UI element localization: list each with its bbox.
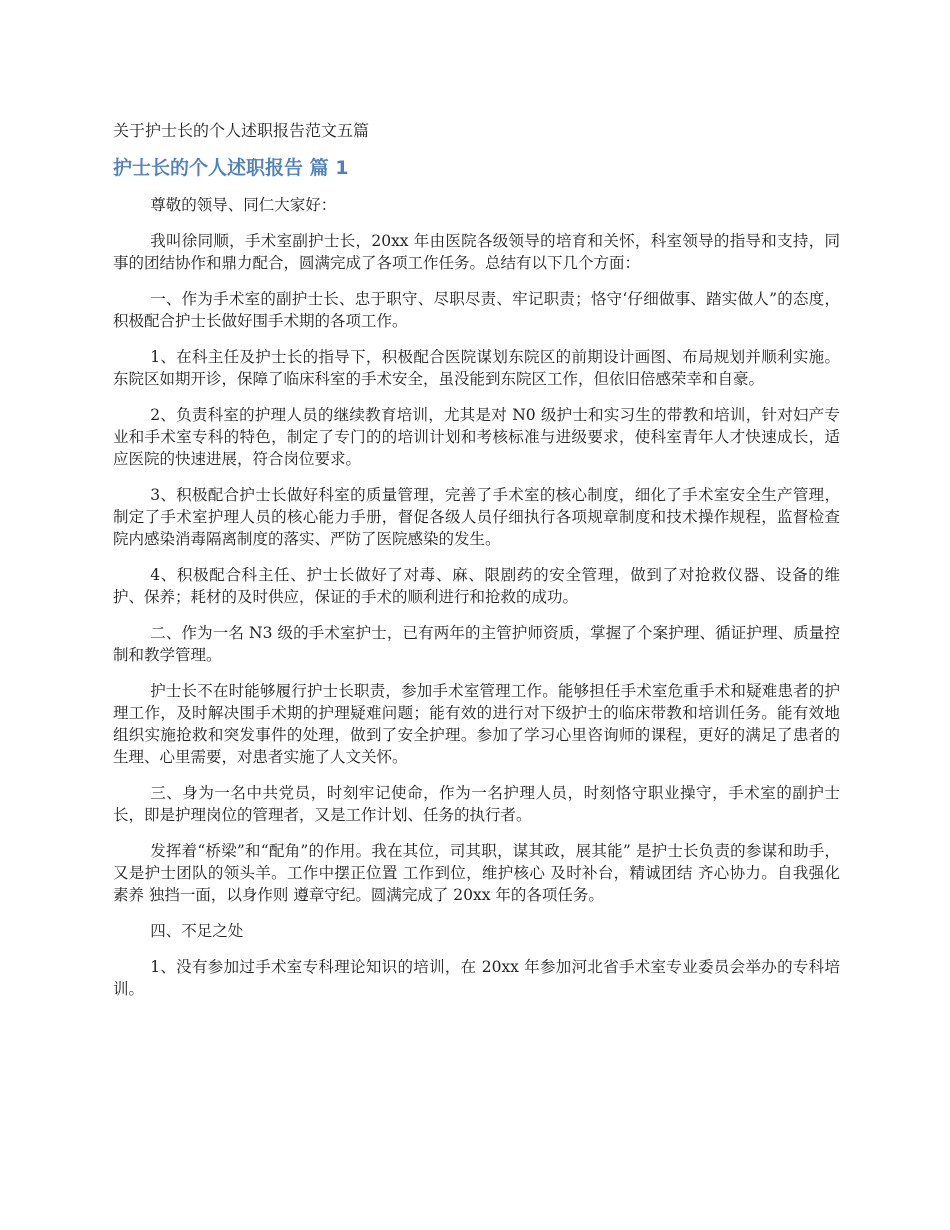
paragraph-section-three: 三、身为一名中共党员，时刻牢记使命，作为一名护理人员，时刻恪守职业操守，手术室的副护士长，即是护理岗位的管理者，又是工作计划、任务的执行者。 <box>113 784 840 824</box>
document-title: 关于护士长的个人述职报告范文五篇 <box>113 121 370 140</box>
paragraph-item-4: 4、积极配合科主任、护士长做好了对毒、麻、限剧药的安全管理，做到了对抢救仪器、设备的维护、保养；耗材的及时供应，保证的手术的顺利进行和抢救的成功。 <box>113 566 840 606</box>
paragraph-duties: 护士长不在时能够履行护士长职责，参加手术室管理工作。能够担任手术室危重手术和疑难患者的护理工作，及时解决围手术期的护理疑难问题；能有效的进行对下级护士的临床带教和培训任务。能有效地组织实施抢救和突发事件的处理，做到了安全护理。参加了学习心里咨询师的课程，更好的满足了患者的生理、心里需要，对患者实施了人文关怀。 <box>113 682 840 766</box>
paragraph-section-one: 一、作为手术室的副护士长、忠于职守、尽职尽责、牢记职责；恪守‘仔细做事、踏实做人”的态度，积极配合护士长做好围手术期的各项工作。 <box>113 290 840 330</box>
section-heading: 护士长的个人述职报告 篇 1 <box>113 157 349 179</box>
paragraph-role: 发挥着“桥梁”和“配角”的作用。我在其位，司其职，谋其政，展其能” 是护士长负责的参谋和助手，又是护士团队的领头羊。工作中摆正位置 工作到位，维护核心 及时补台，精诚团结 齐心协力。自我强化素养 独挡一面，以身作则 遵章守纪。圆满完成了 20xx 年的各项任务。 <box>113 842 840 904</box>
document-page <box>113 118 840 1014</box>
paragraph-intro: 我叫徐同顺，手术室副护士长，20xx 年由医院各级领导的培育和关怀，科室领导的指导和支持，同事的团结协作和鼎力配合，圆满完成了各项工作任务。总结有以下几个方面： <box>113 232 840 272</box>
paragraph-section-four: 四、不足之处 <box>150 922 244 940</box>
paragraph-section-two: 二、作为一名 N3 级的手术室护士，已有两年的主管护师资质，掌握了个案护理、循证护理、质量控制和教学管理。 <box>113 624 840 664</box>
paragraph-greeting: 尊敬的领导、同仁大家好： <box>150 196 337 214</box>
paragraph-shortcoming-1: 1、没有参加过手术室专科理论知识的培训，在 20xx 年参加河北省手术室专业委员会举办的专科培训。 <box>113 958 840 998</box>
paragraph-item-2: 2、负责科室的护理人员的继续教育培训，尤其是对 N0 级护士和实习生的带教和培训，针对妇产专业和手术室专科的特色，制定了专门的的培训计划和考核标准与进级要求，使科室青年人才快速成长，适应医院的快速进展，符合岗位要求。 <box>113 406 840 468</box>
paragraph-item-1: 1、在科主任及护士长的指导下，积极配合医院谋划东院区的前期设计画图、布局规划并顺利实施。东院区如期开诊，保障了临床科室的手术安全，虽没能到东院区工作，但依旧倍感荣幸和自豪。 <box>113 348 840 388</box>
paragraph-item-3: 3、积极配合护士长做好科室的质量管理，完善了手术室的核心制度，细化了手术室安全生产管理，制定了手术室护理人员的核心能力手册，督促各级人员仔细执行各项规章制度和技术操作规程，监督检查院内感染消毒隔离制度的落实、严防了医院感染的发生。 <box>113 486 840 548</box>
